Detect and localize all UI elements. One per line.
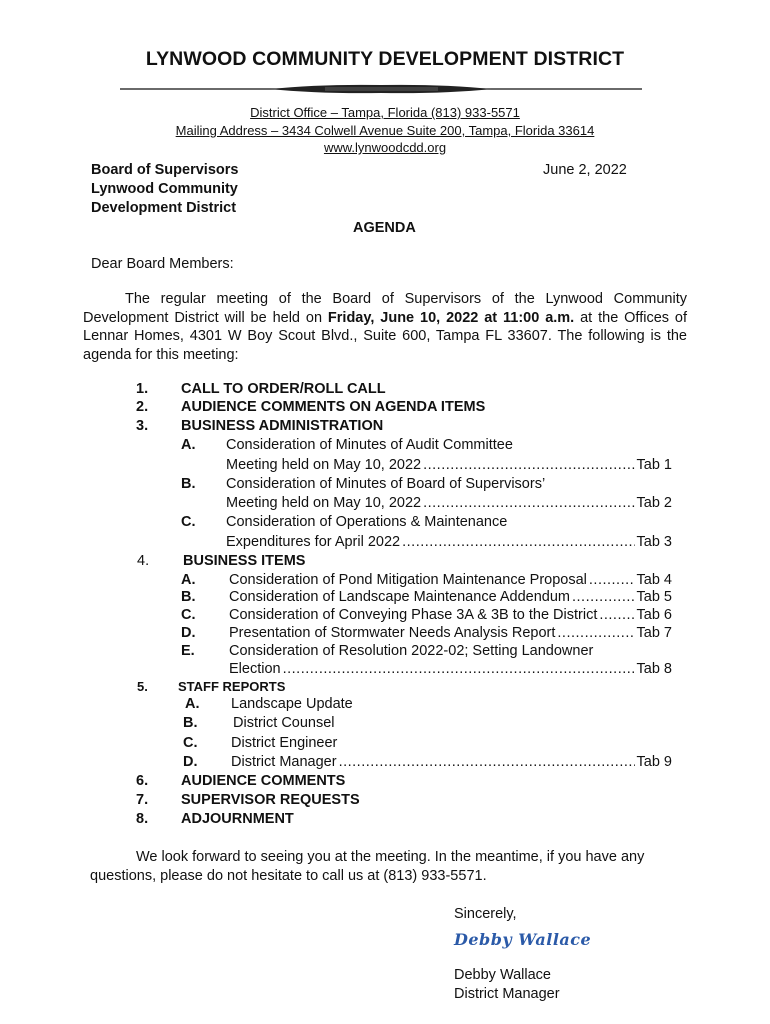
item-4-number: 4. <box>137 553 150 569</box>
signer-name: Debby Wallace <box>454 967 551 983</box>
item-4d-entry <box>229 625 672 641</box>
item-3c-entry <box>226 534 672 550</box>
item-1-label: CALL TO ORDER/ROLL CALL <box>181 381 386 397</box>
item-5b-text: District Counsel <box>233 715 335 731</box>
leader-dots <box>423 457 634 473</box>
item-5d-letter: D. <box>183 754 198 770</box>
item-3b-letter: B. <box>181 476 196 492</box>
meeting-datetime: Friday, June 10, 2022 at 11:00 a.m. <box>327 309 575 326</box>
item-5a-text: Landscape Update <box>231 696 353 712</box>
item-3a-line1: Consideration of Minutes of Audit Committee <box>226 437 513 453</box>
mailing-address-line: Mailing Address – 3434 Colwell Avenue Suite 200, Tampa, Florida 33614 <box>175 123 595 138</box>
letter-date: June 2, 2022 <box>543 162 627 178</box>
item-7-number: 7. <box>136 792 149 808</box>
item-5a-letter: A. <box>185 696 200 712</box>
item-3-label: BUSINESS ADMINISTRATION <box>181 418 384 434</box>
item-3a-letter: A. <box>181 437 196 453</box>
item-4d-text: Presentation of Stormwater Needs Analysis Report <box>229 625 556 641</box>
item-4c-entry <box>229 607 672 623</box>
leader-dots <box>599 607 634 623</box>
item-5c-letter: C. <box>183 735 198 751</box>
leader-dots <box>423 495 634 511</box>
intro-paragraph <box>83 290 687 364</box>
leader-dots <box>572 589 635 605</box>
item-1-number: 1. <box>136 381 149 397</box>
item-3-number: 3. <box>136 418 149 434</box>
agenda-heading: AGENDA <box>353 220 416 236</box>
item-5-label: STAFF REPORTS <box>178 679 286 694</box>
item-2-number: 2. <box>136 399 149 415</box>
item-4b-text: Consideration of Landscape Maintenance Addendum <box>229 589 570 605</box>
item-7-label: SUPERVISOR REQUESTS <box>181 792 360 808</box>
item-8-label: ADJOURNMENT <box>181 811 294 827</box>
item-4a-letter: A. <box>181 572 196 588</box>
handwritten-signature: Debby Wallace <box>454 930 592 949</box>
item-3c-line2: Expenditures for April 2022 <box>226 534 401 550</box>
decorative-divider <box>120 80 642 96</box>
recipient-line-1: Board of Supervisors <box>91 162 239 178</box>
item-4d-tab: Tab 7 <box>636 625 672 641</box>
item-5d-entry <box>231 754 672 770</box>
leader-dots <box>283 661 635 677</box>
item-4b-entry <box>229 589 672 605</box>
item-3a-line2: Meeting held on May 10, 2022 <box>226 457 422 473</box>
item-2-label: AUDIENCE COMMENTS ON AGENDA ITEMS <box>181 399 486 415</box>
item-4b-tab: Tab 5 <box>636 589 672 605</box>
item-5d-tab: Tab 9 <box>636 754 672 770</box>
item-4e-letter: E. <box>181 643 195 659</box>
item-3b-entry <box>226 495 672 511</box>
document-title: LYNWOOD COMMUNITY DEVELOPMENT DISTRICT <box>145 48 625 70</box>
item-3a-entry <box>226 457 672 473</box>
item-5c-text: District Engineer <box>231 735 338 751</box>
item-4e-line2: Election <box>229 661 281 677</box>
item-4a-text: Consideration of Pond Mitigation Maintenance Proposal <box>229 572 587 588</box>
item-4e-line1: Consideration of Resolution 2022-02; Setting Landowner <box>229 643 594 659</box>
recipient-line-2: Lynwood Community <box>91 181 238 197</box>
intro-text-2: at the Offices of Lennar Homes, 4301 W Boy Scout Blvd., Suite 600, Tampa FL 33607. The following is the agenda for this meeting: <box>83 309 687 363</box>
item-3c-letter: C. <box>181 514 196 530</box>
website-link[interactable]: www.lynwoodcdd.org <box>323 140 447 155</box>
item-5b-letter: B. <box>183 715 198 731</box>
item-4d-letter: D. <box>181 625 196 641</box>
item-5-number: 5. <box>137 679 148 694</box>
leader-dots <box>402 534 634 550</box>
leader-dots <box>557 625 634 641</box>
sincerely: Sincerely, <box>454 906 517 922</box>
intro-text-1: The regular meeting of the Board of Supervisors of the Lynwood Community Development District will be held on <box>83 291 687 326</box>
item-4a-tab: Tab 4 <box>636 572 672 588</box>
leader-dots <box>339 754 635 770</box>
item-4-label: BUSINESS ITEMS <box>183 553 306 569</box>
item-3a-tab: Tab 1 <box>636 457 672 473</box>
item-3b-line2: Meeting held on May 10, 2022 <box>226 495 422 511</box>
recipient-line-3: Development District <box>91 200 237 216</box>
item-6-label: AUDIENCE COMMENTS <box>181 773 346 789</box>
closing-paragraph: We look forward to seeing you at the meeting. In the meantime, if you have any questions, please do not hesitate to call us at (813) 933-5571. <box>90 849 645 884</box>
signer-title: District Manager <box>454 986 560 1002</box>
item-6-number: 6. <box>136 773 149 789</box>
district-office-line: District Office – Tampa, Florida (813) 933-5571 <box>250 105 520 120</box>
salutation: Dear Board Members: <box>91 256 234 272</box>
item-4c-tab: Tab 6 <box>636 607 672 623</box>
leader-dots <box>589 572 635 588</box>
item-4c-letter: C. <box>181 607 196 623</box>
item-5d-text: District Manager <box>231 754 337 770</box>
item-3b-line1: Consideration of Minutes of Board of Supervisors’ <box>226 476 546 492</box>
item-4e-tab: Tab 8 <box>636 661 672 677</box>
item-4b-letter: B. <box>181 589 196 605</box>
item-8-number: 8. <box>136 811 149 827</box>
item-3c-line1: Consideration of Operations & Maintenance <box>226 514 508 530</box>
item-4e-entry <box>229 661 672 677</box>
item-4c-text: Consideration of Conveying Phase 3A & 3B to the District <box>229 607 598 623</box>
item-3c-tab: Tab 3 <box>636 534 672 550</box>
item-4a-entry <box>229 572 672 588</box>
item-3b-tab: Tab 2 <box>636 495 672 511</box>
